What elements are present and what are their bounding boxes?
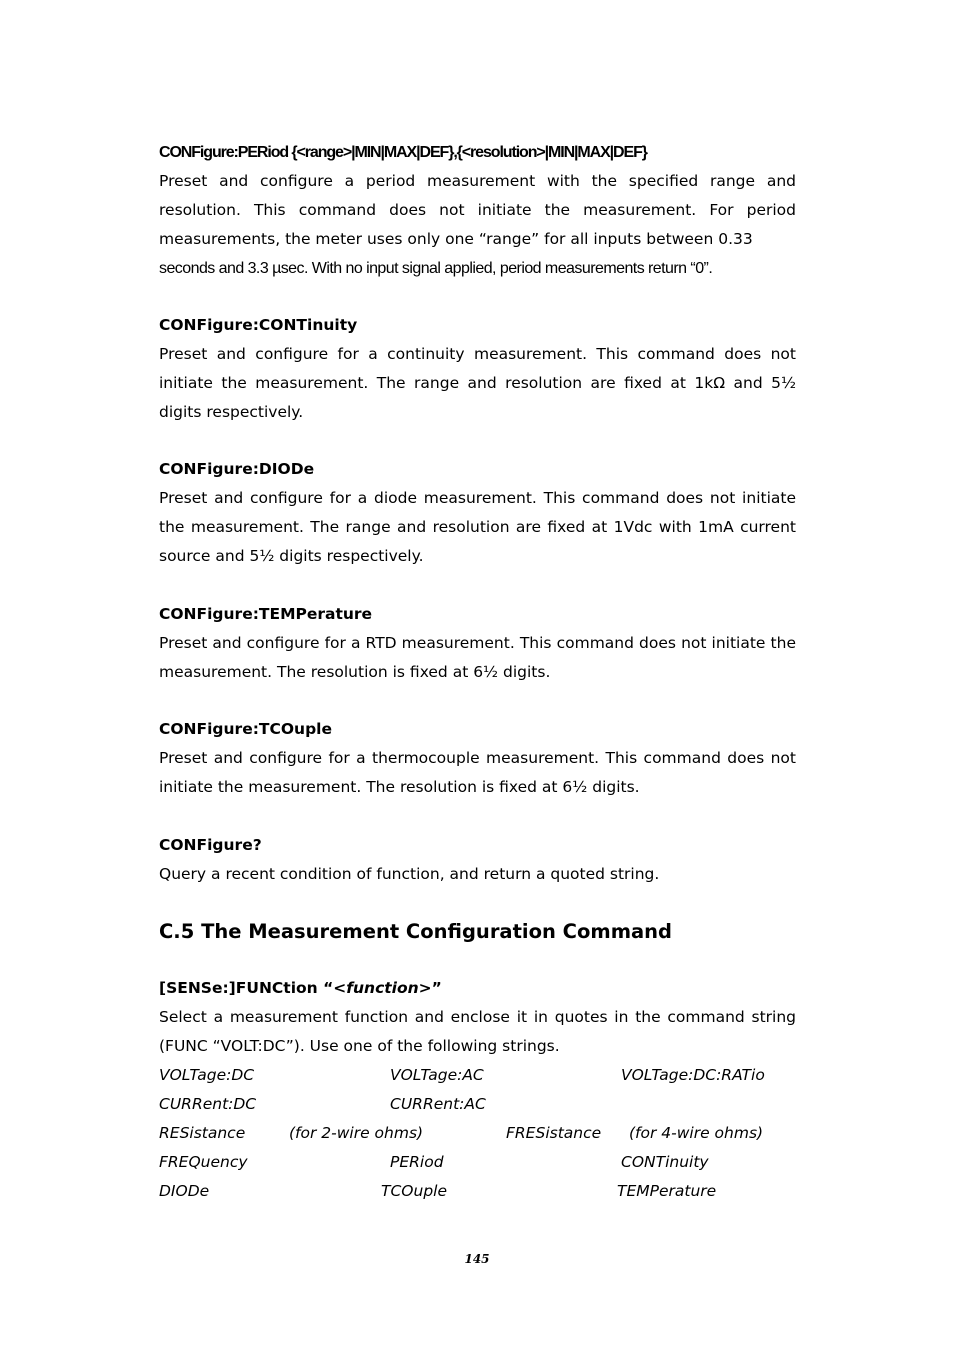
function-name: FRESistance [506,1124,602,1142]
function-row [159,1119,796,1148]
function-name: VOLTage:DC:RATio [621,1066,765,1084]
description: Preset and configure for a RTD measurement. This command does not initiate the measurement. The resolution is fixed at 6½ digits. [159,634,796,681]
command-prefix: [SENSe:]FUNCtion “ [159,979,334,997]
document-page [159,138,796,1206]
page-number: 145 [464,1252,490,1266]
block-configure-continuity [159,311,796,427]
description: Preset and configure a period measurement with the specified range and resolution. This command does not initiate the measurement. For period measurements, the meter uses only one “range” for all inputs between 0.33 [159,172,796,248]
function-name: VOLTage:DC [159,1066,255,1084]
description: seconds and 3.3 µsec. With no input signal applied, period measurements return “0”. [159,260,713,277]
command-suffix: ” [431,979,442,997]
command-heading: CONFigure? [159,836,262,854]
block-configure-period [159,138,796,283]
function-row [159,1061,796,1090]
function-note: (for 4-wire ohms) [629,1124,764,1142]
command-heading: CONFigure:TEMPerature [159,605,373,623]
function-name: PERiod [390,1153,444,1171]
function-name: DIODe [159,1182,210,1200]
command-heading: CONFigure:CONTinuity [159,316,358,334]
section-heading: C.5 The Measurement Configuration Command [159,920,673,943]
function-name: TEMPerature [617,1182,717,1200]
function-row [159,1090,796,1119]
command-heading: CONFigure:PERiod {<range>|MIN|MAX|DEF},{<resolution>|MIN|MAX|DEF} [159,144,647,161]
description: Query a recent condition of function, and return a quoted string. [159,865,660,883]
function-name: CURRent:DC [159,1095,257,1113]
function-list [159,1061,796,1206]
command-heading: CONFigure:TCOuple [159,720,332,738]
block-configure-query [159,831,796,889]
function-name: VOLTage:AC [390,1066,484,1084]
function-name: FREQuency [159,1153,248,1171]
command-param: <function> [333,979,432,997]
function-row [159,1177,796,1206]
function-name: CONTinuity [621,1153,709,1171]
description: Preset and configure for a thermocouple measurement. This command does not initiate the measurement. The resolution is fixed at 6½ digits. [159,749,796,796]
description: Select a measurement function and enclose it in quotes in the command string (FUNC “VOLT:DC”). Use one of the following strings. [159,1008,796,1055]
function-name: TCOuple [381,1182,447,1200]
block-configure-diode [159,455,796,571]
function-name: RESistance [159,1124,246,1142]
function-note: (for 2-wire ohms) [289,1124,424,1142]
function-name: CURRent:AC [390,1095,486,1113]
block-configure-temperature [159,600,796,687]
command-heading [159,974,796,1003]
block-configure-tcouple [159,715,796,802]
description: Preset and configure for a diode measurement. This command does not initiate the measurement. The range and resolution are fixed at 1Vdc with 1mA current source and 5½ digits respectively. [159,489,796,565]
function-row [159,1148,796,1177]
command-heading: CONFigure:DIODe [159,460,315,478]
description: Preset and configure for a continuity measurement. This command does not initiate the measurement. The range and resolution are fixed at 1kΩ and 5½ digits respectively. [159,345,796,421]
